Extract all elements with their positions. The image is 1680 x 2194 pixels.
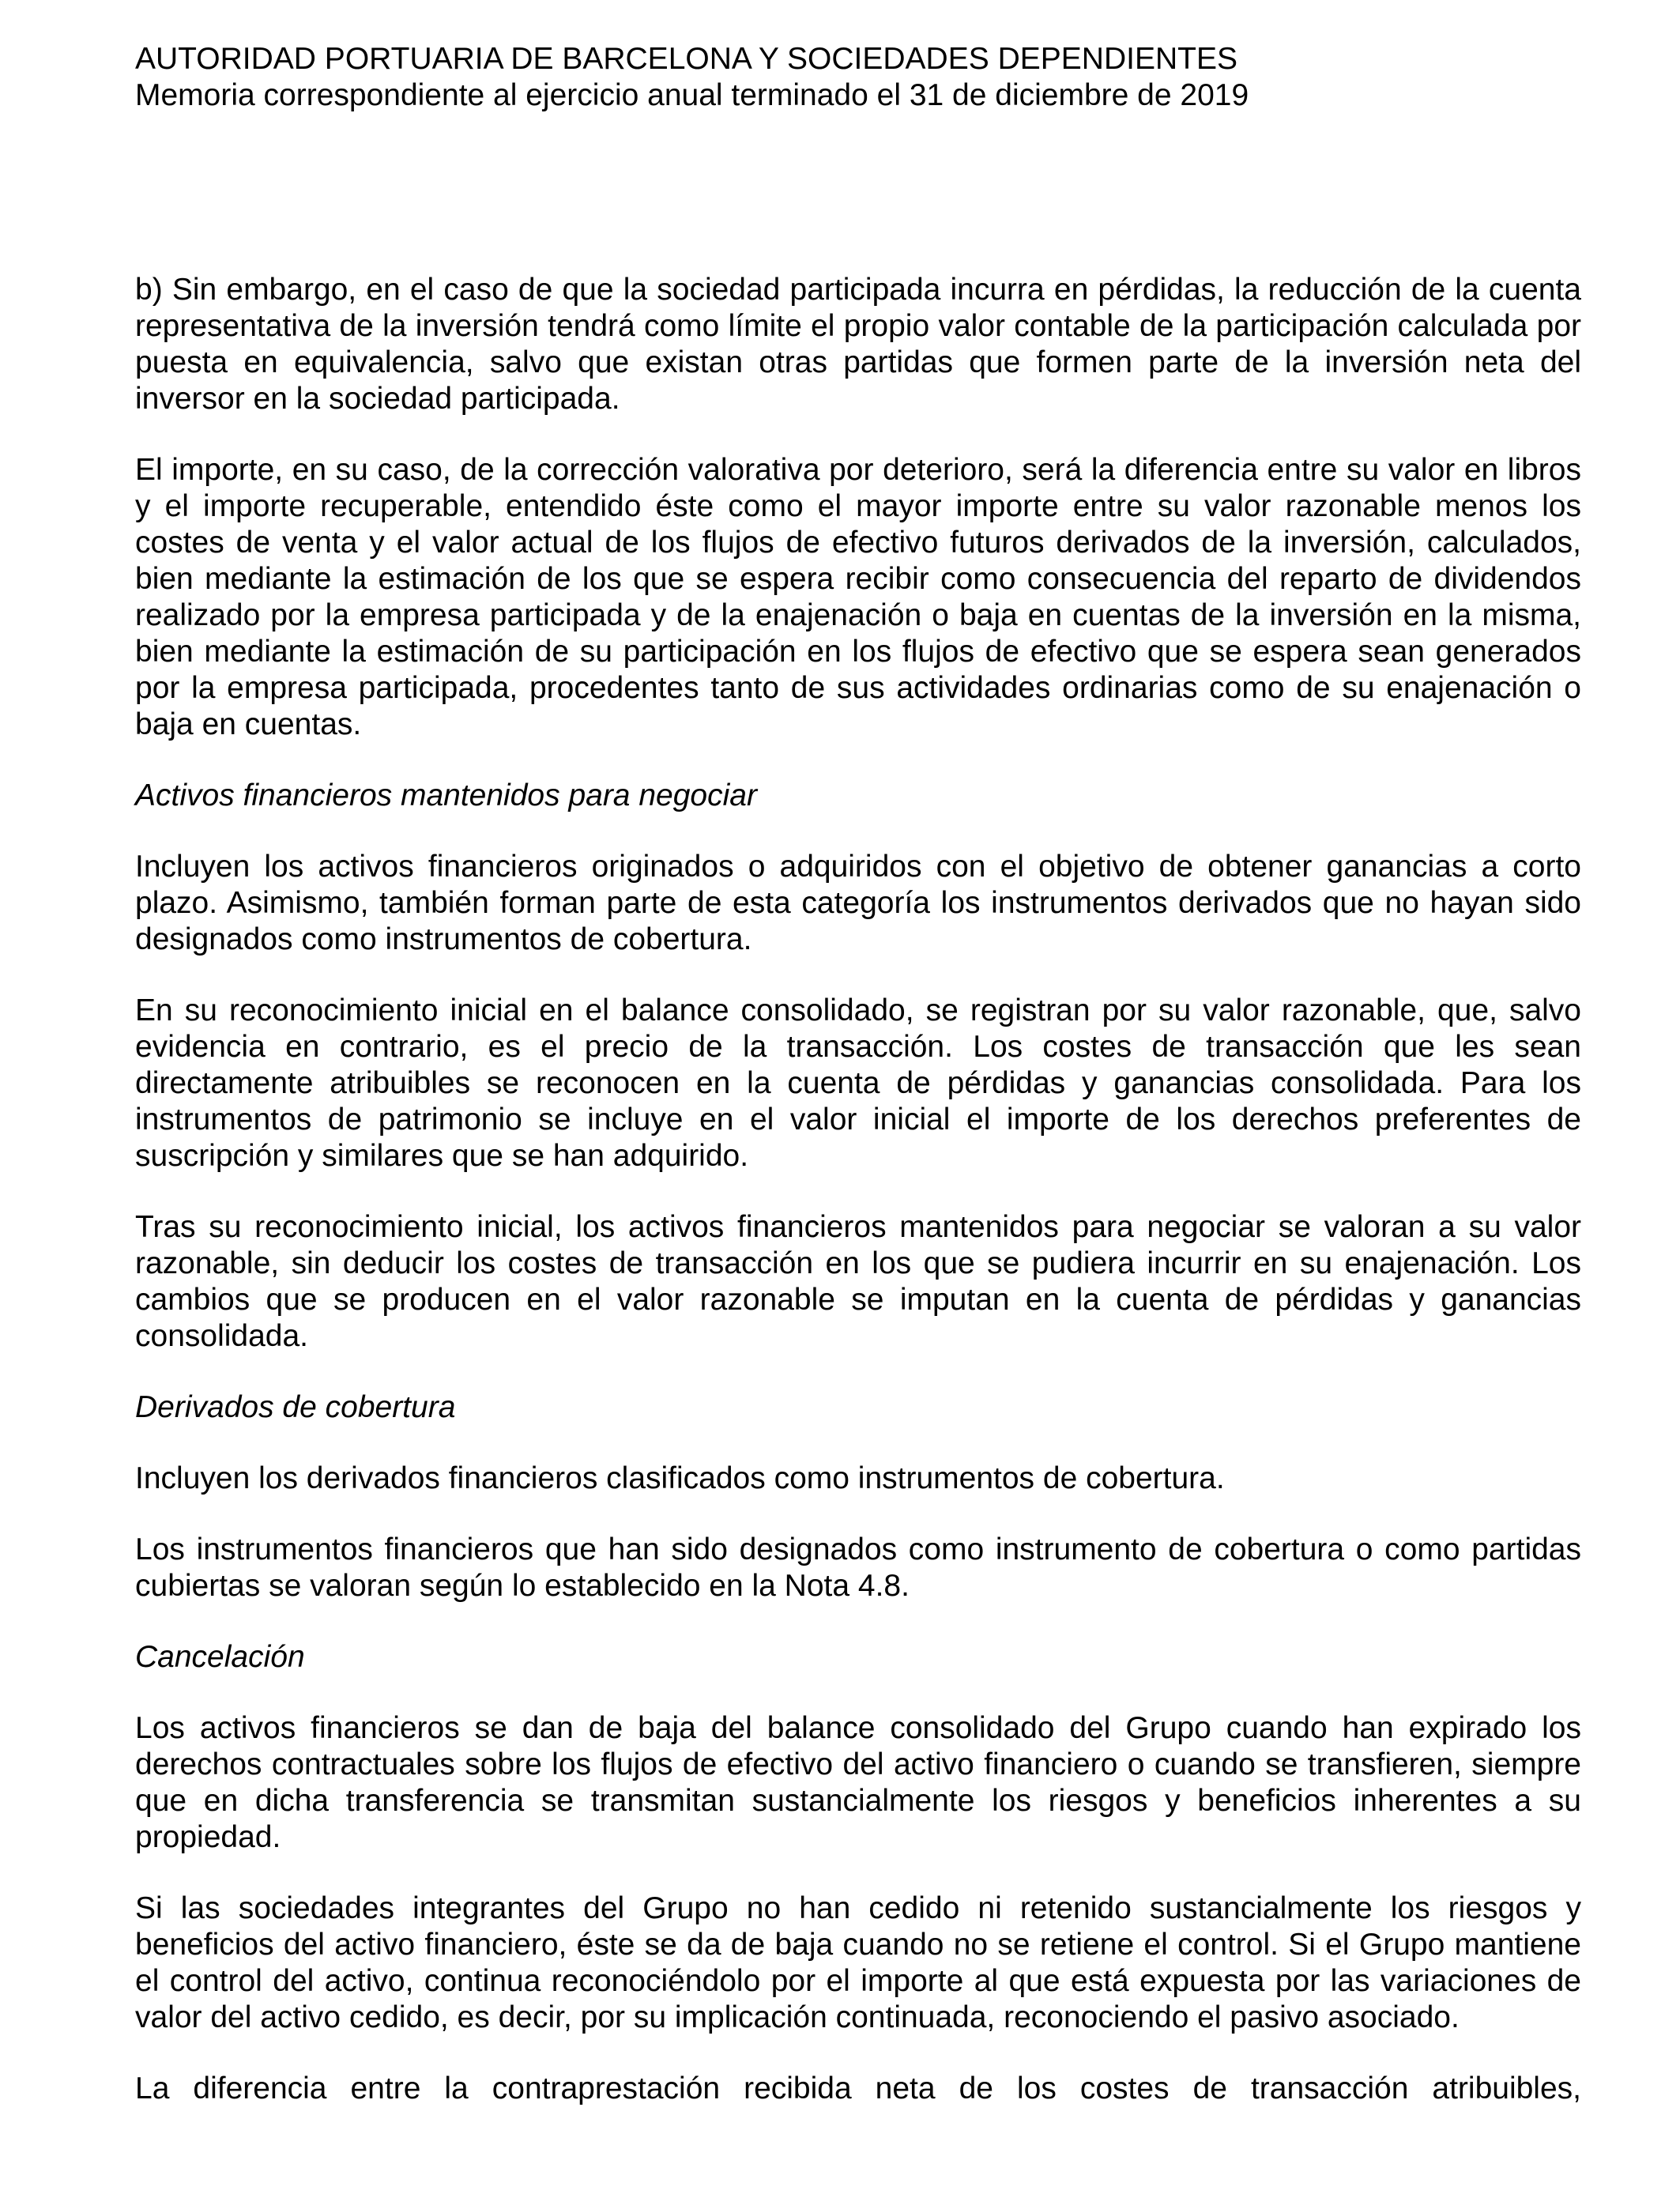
paragraph-si-sociedades: Si las sociedades integrantes del Grupo no han cedido ni retenido sustancialmente los riesgos y beneficios del activo financiero, éste se da de baja cuando no se retiene el control. Si el Grupo mantiene el control del activo, continua reconociéndolo por el importe al que está expuesta por las variaciones de valor del activo cedido, es decir, por su implicación continuada, reconociendo el pasivo asociado. bbox=[135, 1891, 1581, 2034]
document-header bbox=[135, 41, 1581, 114]
document-page bbox=[135, 41, 1581, 2142]
paragraph-importe-deterioro: El importe, en su caso, de la corrección valorativa por deterioro, será la diferencia entre su valor en libros y el importe recuperable, entendido éste como el mayor importe entre su valor razonable menos los costes de venta y el valor actual de los flujos de efectivo futuros derivados de la inversión, calculados, bien mediante la estimación de los que se espera recibir como consecuencia del reparto de dividendos realizado por la empresa participada y de la enajenación o baja en cuentas de la inversión en la misma, bien mediante la estimación de su participación en los flujos de efectivo que se espera sean generados por la empresa participada, procedentes tanto de sus actividades ordinarias como de su enajenación o baja en cuentas. bbox=[135, 453, 1581, 741]
paragraph-baja-balance: Los activos financieros se dan de baja del balance consolidado del Grupo cuando han expirado los derechos contractuales sobre los flujos de efectivo del activo financiero o cuando se transfieren, siempre que en dicha transferencia se transmitan sustancialmente los riesgos y beneficios inherentes a su propiedad. bbox=[135, 1711, 1581, 1854]
paragraph-instrumentos-cobertura: Los instrumentos financieros que han sido designados como instrumento de cobertura o como partidas cubiertas se valoran según lo establecido en la Nota 4.8. bbox=[135, 1532, 1581, 1603]
paragraph-b-sin-embargo: b) Sin embargo, en el caso de que la sociedad participada incurra en pérdidas, la reducción de la cuenta representativa de la inversión tendrá como límite el propio valor contable de la participación calculada por puesta en equivalencia, salvo que existan otras partidas que formen parte de la inversión neta del inversor en la sociedad participada. bbox=[135, 273, 1581, 416]
header-subtitle: Memoria correspondiente al ejercicio anual terminado el 31 de diciembre de 2019 bbox=[135, 78, 1249, 112]
heading-activos-negociar: Activos financieros mantenidos para negociar bbox=[135, 778, 757, 812]
paragraph-incluyen-derivados: Incluyen los derivados financieros clasificados como instrumentos de cobertura. bbox=[135, 1461, 1225, 1495]
heading-cancelacion: Cancelación bbox=[135, 1640, 305, 1674]
paragraph-diferencia: La diferencia entre la contraprestación recibida neta de los costes de transacción atribuibles, bbox=[135, 2071, 1581, 2105]
paragraph-tras-reconocimiento: Tras su reconocimiento inicial, los activos financieros mantenidos para negociar se valoran a su valor razonable, sin deducir los costes de transacción en los que se pudiera incurrir en su enajenación. Los cambios que se producen en el valor razonable se imputan en la cuenta de pérdidas y ganancias consolidada. bbox=[135, 1210, 1581, 1353]
header-title: AUTORIDAD PORTUARIA DE BARCELONA Y SOCIEDADES DEPENDIENTES bbox=[135, 42, 1237, 76]
heading-derivados-cobertura: Derivados de cobertura bbox=[135, 1390, 456, 1424]
paragraph-reconocimiento-inicial: En su reconocimiento inicial en el balance consolidado, se registran por su valor razonable, que, salvo evidencia en contrario, es el precio de la transacción. Los costes de transacción que les sean directamente atribuibles se reconocen en la cuenta de pérdidas y ganancias consolidada. Para los instrumentos de patrimonio se incluye en el valor inicial el importe de los derechos preferentes de suscripción y similares que se han adquirido. bbox=[135, 993, 1581, 1173]
document-body bbox=[135, 272, 1581, 2107]
paragraph-incluyen-activos: Incluyen los activos financieros originados o adquiridos con el objetivo de obtener ganancias a corto plazo. Asimismo, también forman parte de esta categoría los instrumentos derivados que no hayan sido designados como instrumentos de cobertura. bbox=[135, 850, 1581, 956]
